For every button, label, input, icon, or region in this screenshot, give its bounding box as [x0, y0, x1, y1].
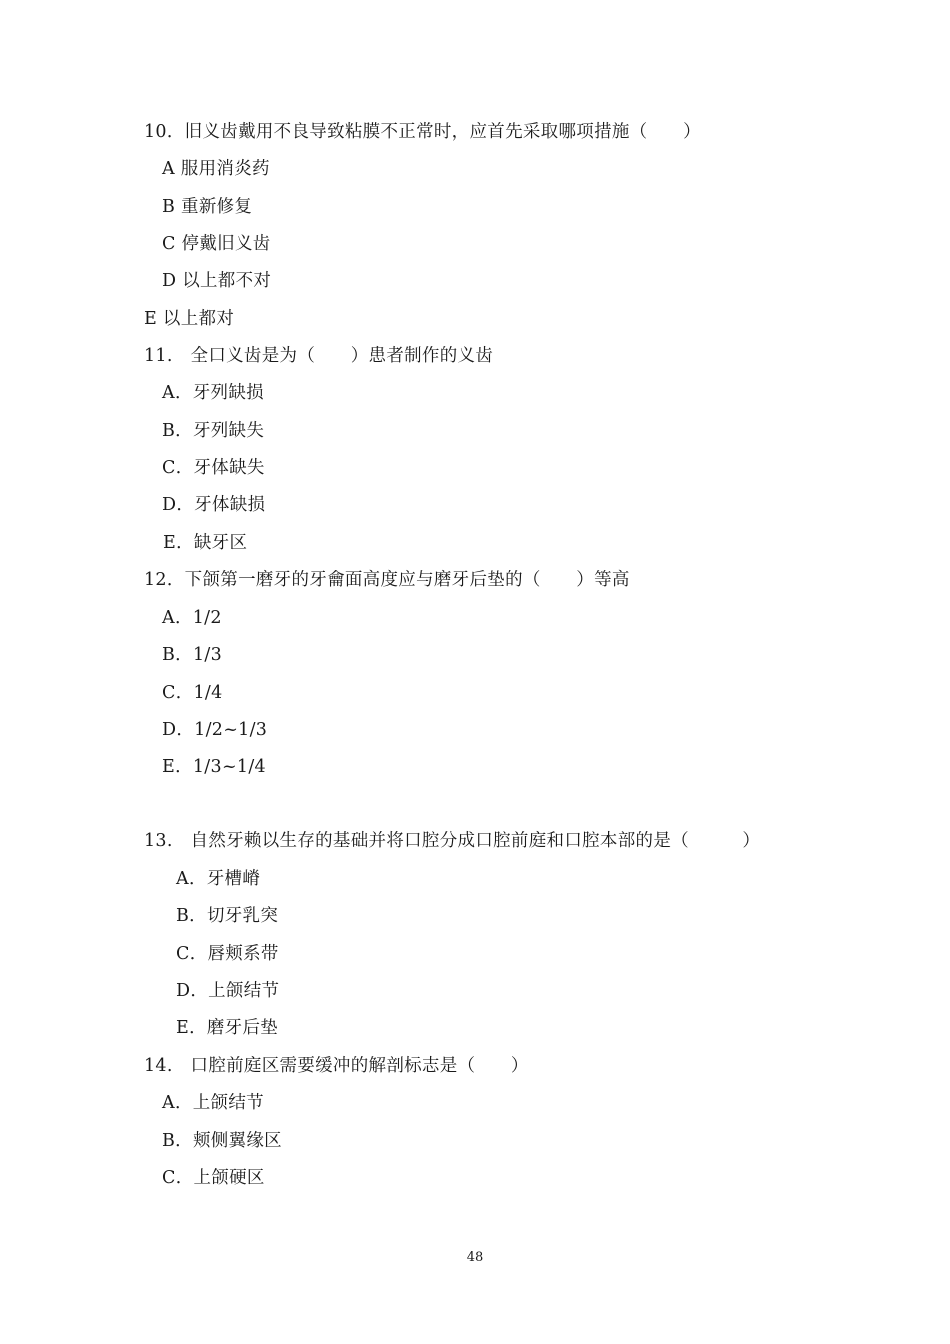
question-14-option-a: A．上颌结节	[162, 1093, 264, 1113]
question-12-option-d: D．1/2~1/3	[162, 720, 268, 740]
question-12-stem: 12．下颌第一磨牙的牙龠面高度应与磨牙后垫的（ ）等高	[144, 570, 630, 590]
question-13-option-e: E．磨牙后垫	[176, 1018, 279, 1038]
question-13-option-d: D．上颌结节	[176, 981, 280, 1001]
question-14-stem: 14. 口腔前庭区需要缓冲的解剖标志是（ ）	[144, 1056, 529, 1076]
question-14-option-b: B．颊侧翼缘区	[162, 1131, 282, 1151]
question-10-option-a: A 服用消炎药	[162, 159, 270, 179]
question-10-option-c: C 停戴旧义齿	[162, 234, 271, 254]
question-10-option-b: B 重新修复	[162, 197, 253, 217]
question-14-option-c: C．上颌硬区	[162, 1168, 265, 1188]
question-13-option-c: C．唇颊系带	[176, 944, 279, 964]
question-13-option-b: B．切牙乳突	[176, 906, 279, 926]
question-11-stem: 11. 全口义齿是为（ ）患者制作的义齿	[144, 346, 494, 366]
question-11-option-a: A．牙列缺损	[162, 383, 264, 403]
question-13-option-a: A．牙槽嵴	[176, 869, 261, 889]
page-number: 48	[466, 1250, 484, 1265]
question-12-option-b: B．1/3	[162, 645, 223, 665]
question-13-stem: 13. 自然牙赖以生存的基础并将口腔分成口腔前庭和口腔本部的是（ ）	[144, 831, 761, 851]
question-12-option-a: A．1/2	[162, 608, 222, 628]
question-10-stem: 10．旧义齿戴用不良导致粘膜不正常时，应首先采取哪项措施（ ）	[144, 122, 701, 142]
question-10-option-e: E 以上都对	[144, 309, 235, 329]
question-10-option-d: D 以上都不对	[162, 271, 272, 291]
question-11-option-c: C．牙体缺失	[162, 458, 265, 478]
question-11-option-d: D．牙体缺损	[162, 495, 266, 515]
question-12-option-e: E．1/3~1/4	[162, 757, 266, 777]
question-11-option-b: B．牙列缺失	[162, 421, 265, 441]
question-12-option-c: C．1/4	[162, 683, 223, 703]
question-11-option-e: E．缺牙区	[163, 533, 248, 553]
